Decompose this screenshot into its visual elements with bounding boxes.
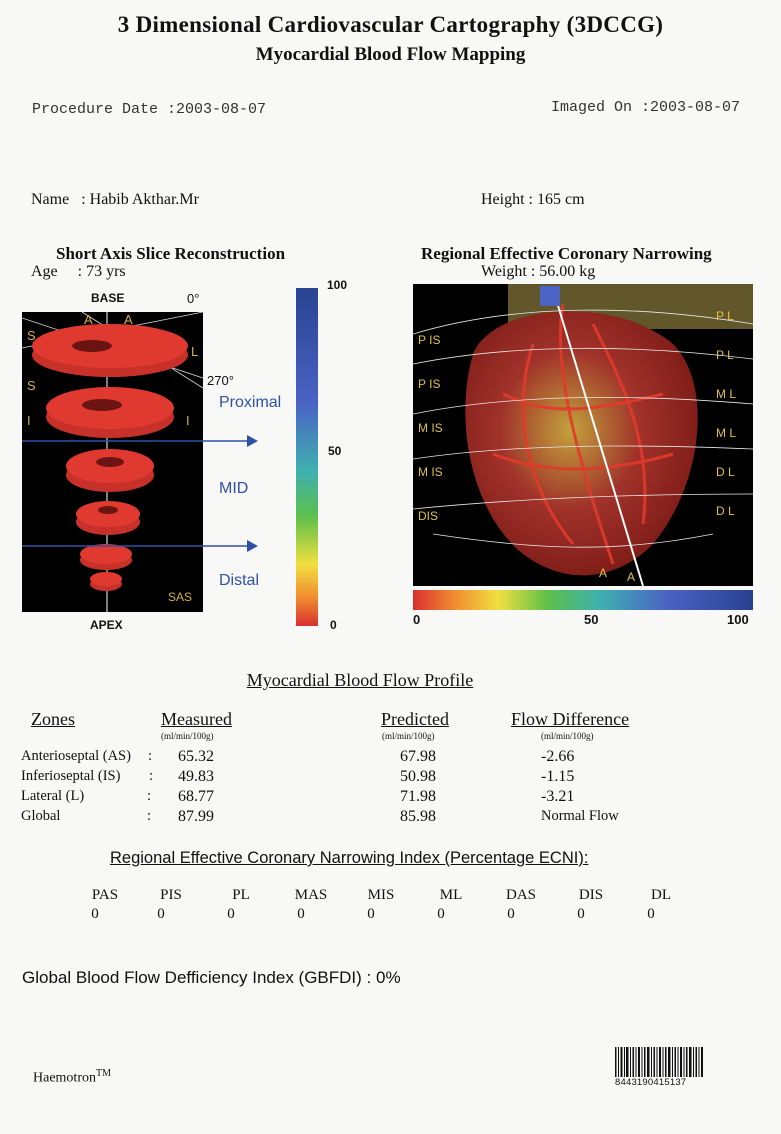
- sep-cell: :: [147, 788, 152, 804]
- hscale-100-label: 100: [727, 612, 749, 627]
- measured-cell: 65.32: [178, 748, 214, 765]
- patient-name: Name : Habib Akthar.Mr: [31, 191, 199, 208]
- slice-label-i1: I: [27, 413, 31, 428]
- zone-cell: Lateral (L): [21, 788, 85, 804]
- distal-arrow-icon: [247, 540, 258, 552]
- ecni-value-pl: 0: [227, 906, 235, 922]
- difference-cell: -1.15: [541, 768, 575, 785]
- ecni-value-dl: 0: [647, 906, 655, 922]
- ecni-label-mis: MIS: [367, 887, 395, 903]
- vscale-50-label: 50: [328, 444, 342, 458]
- proximal-arrow-icon: [247, 435, 258, 447]
- sep-cell: :: [149, 768, 154, 784]
- ecni-value-dis: 0: [577, 906, 585, 922]
- narrowing-svg: [413, 284, 753, 629]
- patient-height: Height : 165 cm: [481, 191, 585, 208]
- ecni-value-mas: 0: [297, 906, 305, 922]
- difference-cell: Normal Flow: [541, 808, 619, 824]
- narrowing-left-labels: [418, 318, 458, 538]
- ecni-label-mas: MAS: [294, 887, 328, 903]
- label-pl-2: P L: [716, 348, 734, 362]
- label-pis-1: P IS: [418, 333, 441, 347]
- label-dl-1: D L: [716, 465, 735, 479]
- apex-label: APEX: [90, 618, 123, 632]
- unit-difference: (ml/min/100g): [541, 731, 594, 741]
- report-subtitle: Myocardial Blood Flow Mapping: [255, 44, 526, 65]
- hscale-50-label: 50: [584, 612, 599, 627]
- col-measured: Measured: [161, 709, 232, 729]
- ecni-value-ml: 0: [437, 906, 445, 922]
- ecni-values-row: [64, 906, 694, 923]
- slice-label-sas: SAS: [168, 590, 193, 604]
- proximal-label: Proximal: [219, 394, 282, 411]
- slice-label-s2: S: [27, 378, 36, 393]
- label-dis: DIS: [418, 509, 439, 523]
- mid-label: MID: [219, 480, 249, 497]
- angle-0-label: 0°: [187, 291, 200, 306]
- label-ml-1: M L: [716, 387, 737, 401]
- imaged-on-date: Imaged On :2003-08-07: [551, 99, 741, 116]
- ecni-label-pl: PL: [232, 887, 250, 903]
- ecni-label-ml: ML: [439, 887, 463, 903]
- ecni-label-pas: PAS: [91, 887, 119, 903]
- col-difference: Flow Difference: [511, 709, 630, 729]
- narrowing-right-labels: [716, 297, 751, 531]
- ecni-label-dis: DIS: [578, 887, 604, 903]
- angle-270-label: 270°: [207, 373, 234, 388]
- unit-predicted: (ml/min/100g): [382, 731, 435, 741]
- report-title: 3 Dimensional Cardiovascular Cartography (3DCCG): [117, 12, 664, 37]
- vscale-100-label: 100: [327, 278, 348, 292]
- base-label: BASE: [91, 291, 125, 305]
- ecni-labels-row: [74, 887, 704, 904]
- slice-label-s1: S: [27, 328, 36, 343]
- ecni-label-dl: DL: [651, 887, 671, 903]
- unit-measured: (ml/min/100g): [161, 731, 214, 741]
- gbfdi-line: Global Blood Flow Defficiency Index (GBFDI) : 0%: [22, 968, 401, 987]
- zone-cell: Anterioseptal (AS): [21, 748, 131, 764]
- predicted-cell: 67.98: [400, 748, 436, 765]
- slice-reconstruction-figure: [22, 278, 348, 638]
- label-ml-2: M L: [716, 426, 737, 440]
- sep-cell: :: [148, 748, 153, 764]
- ecni-value-das: 0: [507, 906, 515, 922]
- measured-cell: 68.77: [178, 788, 214, 805]
- narrowing-heading: Regional Effective Coronary Narrowing: [421, 244, 712, 263]
- slice-label-i2: I: [186, 413, 190, 428]
- difference-cell: -3.21: [541, 788, 575, 805]
- slice-svg: [22, 288, 342, 638]
- vertical-color-scale: [296, 288, 318, 626]
- table-row: [21, 788, 721, 808]
- label-mis-1: M IS: [418, 421, 443, 435]
- measured-cell: 87.99: [178, 808, 214, 825]
- slice-label-a2: A: [124, 312, 133, 327]
- slice-label-a1: A: [84, 312, 93, 327]
- sep-cell: :: [147, 808, 152, 824]
- predicted-cell: 85.98: [400, 808, 436, 825]
- slice-label-l: L: [191, 344, 199, 359]
- label-mis-2: M IS: [418, 465, 443, 479]
- ecni-value-pas: 0: [91, 906, 99, 922]
- zone-cell: Global: [21, 808, 61, 824]
- narrowing-figure: [413, 284, 753, 629]
- measured-cell: 49.83: [178, 768, 214, 785]
- patient-age: Age : 73 yrs: [31, 263, 126, 280]
- ecni-value-pis: 0: [157, 906, 165, 922]
- label-a-1: A: [599, 566, 608, 580]
- zone-cell: Inferioseptal (IS): [21, 768, 121, 784]
- slice-heading: Short Axis Slice Reconstruction: [56, 244, 286, 263]
- horizontal-color-scale: [413, 590, 753, 610]
- profile-title: Myocardial Blood Flow Profile: [246, 670, 474, 690]
- patient-weight: Weight : 56.00 kg: [481, 263, 596, 280]
- table-row: [21, 748, 721, 768]
- brand-name: Haemotron: [33, 1070, 96, 1086]
- profile-table: [21, 748, 721, 828]
- col-zones: Zones: [31, 709, 75, 729]
- ecni-label-pis: PIS: [160, 887, 182, 903]
- ecni-title: Regional Effective Coronary Narrowing Index (Percentage ECNI):: [110, 849, 589, 867]
- procedure-date: Procedure Date :2003-08-07: [32, 101, 267, 118]
- predicted-cell: 71.98: [400, 788, 436, 805]
- ecni-label-das: DAS: [505, 887, 536, 903]
- trademark: TM: [95, 1068, 111, 1079]
- brand-logo: [33, 1068, 111, 1087]
- barcode: [615, 1047, 703, 1077]
- label-dl-2: D L: [716, 504, 735, 518]
- vscale-0-label: 0: [330, 618, 337, 632]
- barcode-number: 8443190415137: [615, 1077, 687, 1088]
- barcode-bars: [615, 1047, 703, 1077]
- label-a-2: A: [627, 570, 636, 584]
- table-row: [21, 808, 721, 828]
- predicted-cell: 50.98: [400, 768, 436, 785]
- table-row: [21, 768, 721, 788]
- label-pis-2: P IS: [418, 377, 441, 391]
- distal-label: Distal: [219, 572, 260, 589]
- difference-cell: -2.66: [541, 748, 575, 765]
- col-predicted: Predicted: [381, 709, 449, 729]
- hscale-0-label: 0: [413, 612, 421, 627]
- label-pl-1: P L: [716, 309, 734, 323]
- ecni-value-mis: 0: [367, 906, 375, 922]
